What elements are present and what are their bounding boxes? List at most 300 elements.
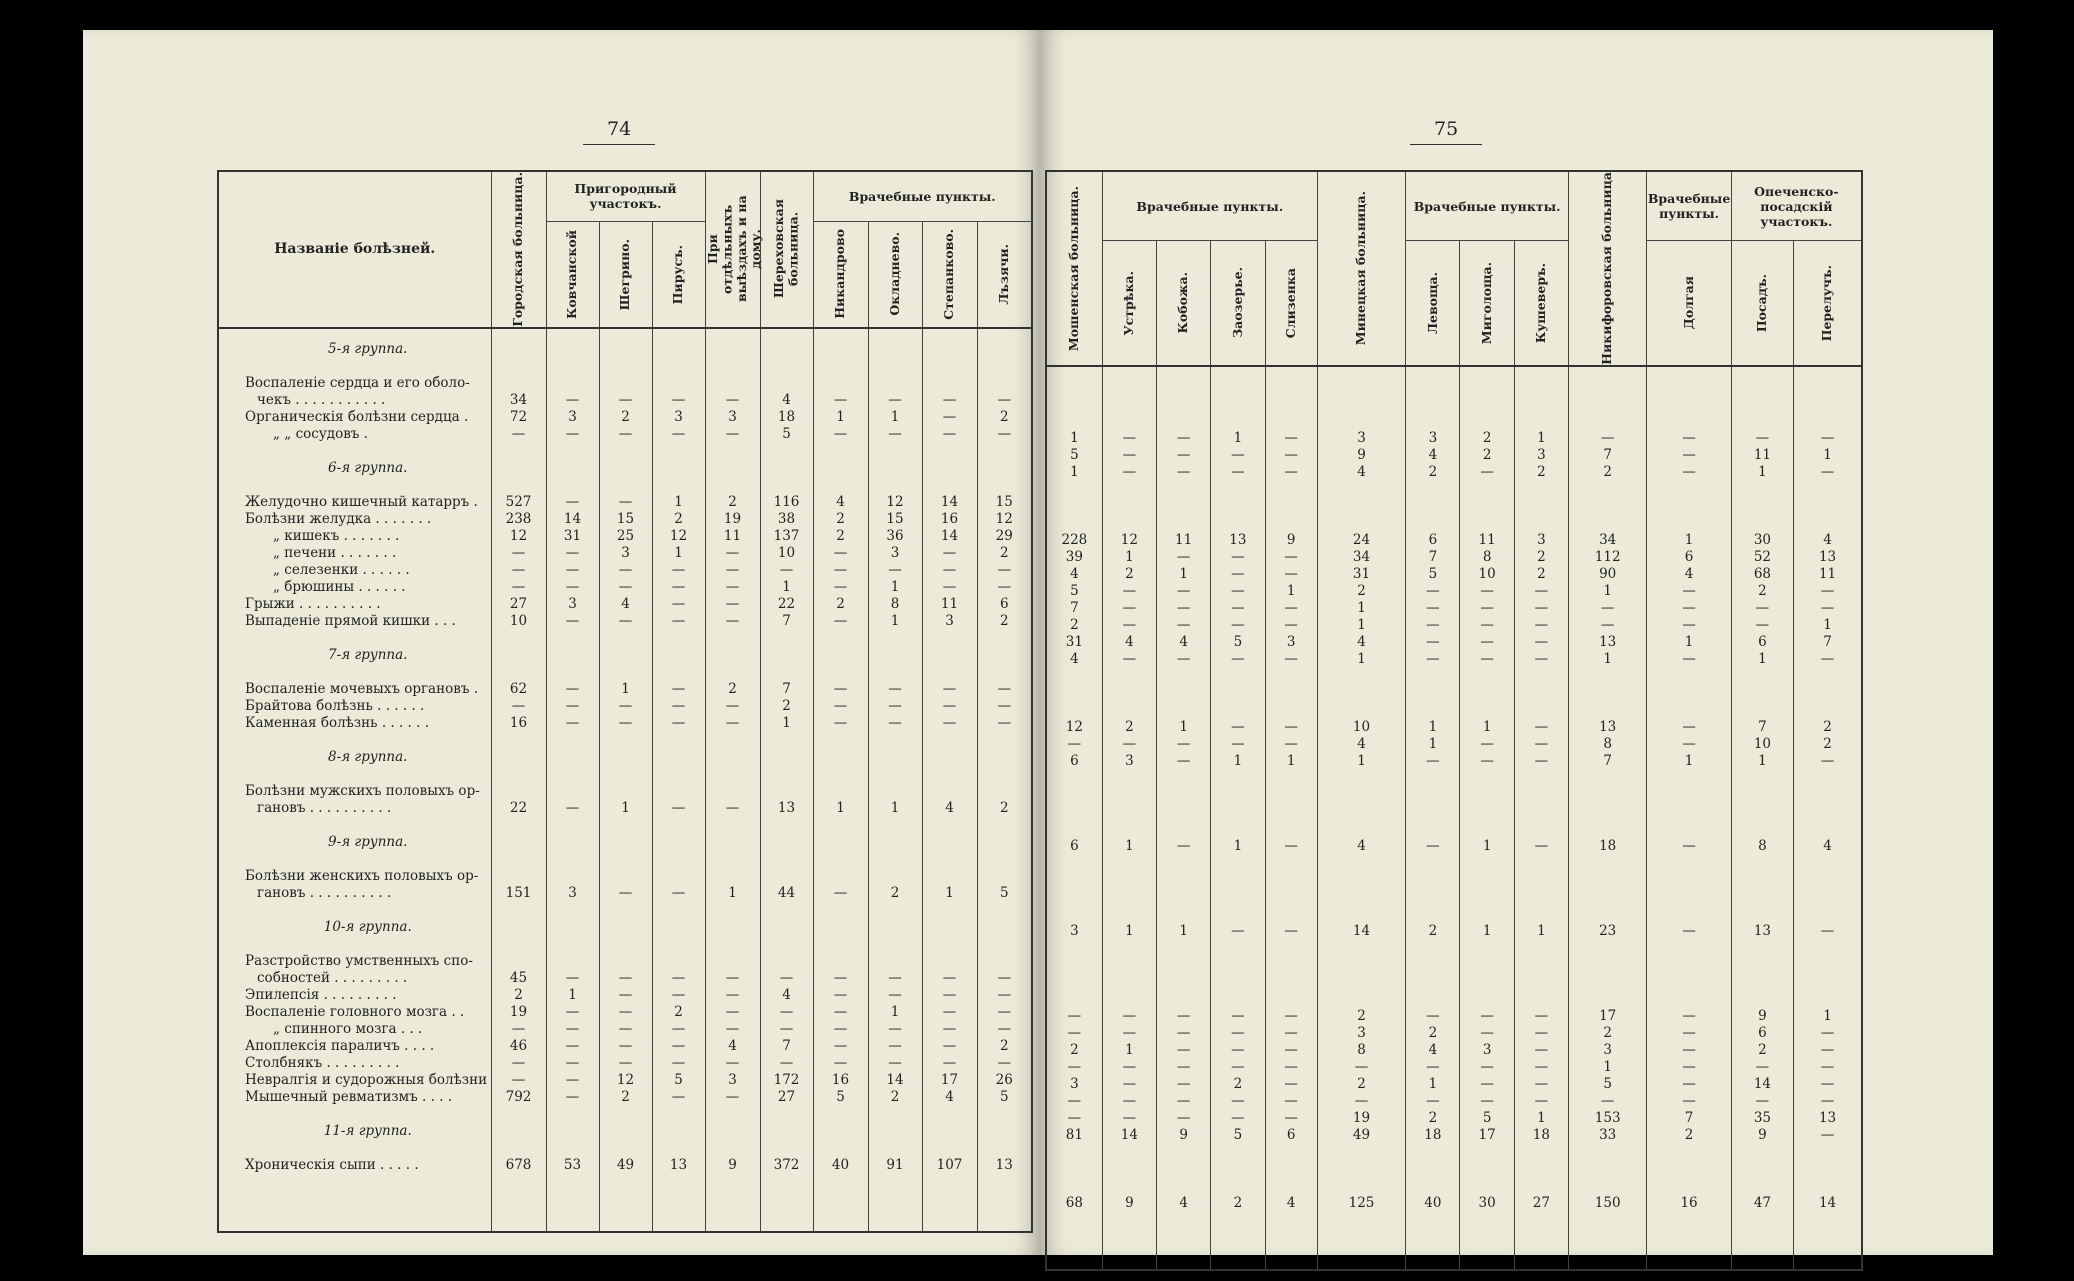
cell-value: 2 xyxy=(1537,463,1546,480)
cell-value: 1 xyxy=(836,799,845,816)
cell-value: — xyxy=(1426,752,1440,769)
cell-value xyxy=(814,460,868,477)
disease-name: Каменная болѣзнь . . . . . . xyxy=(245,714,430,731)
cell-value xyxy=(814,834,868,851)
cell-value xyxy=(978,766,1032,783)
cell-value xyxy=(923,749,977,766)
cell-value xyxy=(1047,668,1102,685)
cell-value: 35 xyxy=(1753,1109,1771,1126)
cell-value xyxy=(653,477,705,494)
cell-value xyxy=(923,460,977,477)
cell-value: 3 xyxy=(1357,429,1366,446)
cell-value: 30 xyxy=(1478,1194,1496,1211)
cell-value xyxy=(1157,872,1210,889)
cell-value xyxy=(1211,702,1264,719)
cell-value xyxy=(1047,379,1102,396)
cell-value: 24 xyxy=(1352,531,1371,548)
cell-value: 9 xyxy=(728,1156,737,1173)
cell-value xyxy=(1647,702,1730,719)
cell-value: — xyxy=(1682,1007,1696,1024)
disease-name xyxy=(245,477,491,494)
cell-value: 45 xyxy=(509,969,528,986)
cell-value: — xyxy=(618,391,633,408)
cell-value: 9 xyxy=(1357,446,1366,463)
disease-name: Болѣзни женскихъ половыхъ ор- xyxy=(245,867,479,884)
cell-value xyxy=(978,664,1032,681)
col-data-moshen xyxy=(1046,366,1102,1270)
cell-value: — xyxy=(1820,922,1835,939)
cell-value: 6 xyxy=(1070,752,1079,769)
cell-value xyxy=(1047,685,1102,702)
cell-value: — xyxy=(1426,599,1440,616)
cell-value: 4 xyxy=(1684,565,1694,582)
cell-value: — xyxy=(1231,1109,1245,1126)
cell-value xyxy=(1318,940,1405,957)
cell-value: 5 xyxy=(836,1088,845,1105)
cell-value xyxy=(814,1123,868,1140)
cell-value xyxy=(600,375,652,392)
cell-value xyxy=(923,1123,977,1140)
cell-value xyxy=(547,732,599,749)
cell-value xyxy=(923,851,977,868)
cell-value: 1 xyxy=(1603,1058,1612,1075)
cell-value xyxy=(1318,379,1405,396)
cell-value: 2 xyxy=(1823,718,1832,735)
cell-value: 14 xyxy=(940,493,959,510)
cell-value xyxy=(547,953,599,970)
cell-value: — xyxy=(888,1054,902,1071)
cell-value: 238 xyxy=(505,510,532,527)
cell-value: — xyxy=(1122,1007,1137,1024)
cell-value: — xyxy=(1284,1024,1298,1041)
cell-value: 18 xyxy=(1599,837,1617,854)
disease-name: Болѣзни желудка . . . . . . . xyxy=(245,510,432,527)
cell-value: — xyxy=(833,1020,848,1037)
cell-value xyxy=(1157,498,1210,515)
cell-value xyxy=(978,358,1032,375)
cell-value: 1 xyxy=(674,493,683,510)
disease-name: Апоплексія параличъ . . . . xyxy=(245,1037,435,1054)
cell-value: 2 xyxy=(728,493,737,510)
cell-value: — xyxy=(565,969,580,986)
cell-value xyxy=(978,834,1032,851)
cell-value xyxy=(653,443,705,460)
cell-value xyxy=(1515,804,1568,821)
cell-value: — xyxy=(1067,1092,1082,1109)
cell-value xyxy=(1569,1161,1646,1178)
cell-value xyxy=(1569,906,1646,923)
cell-value: — xyxy=(833,697,848,714)
cell-value: — xyxy=(997,714,1012,731)
cell-value: — xyxy=(725,697,740,714)
cell-value: 4 xyxy=(1428,1041,1438,1058)
cell-value: 2 xyxy=(1428,922,1438,939)
cell-value xyxy=(1460,481,1513,498)
cell-value: — xyxy=(779,1003,794,1020)
cell-value xyxy=(1318,498,1405,515)
cell-value xyxy=(1406,515,1459,532)
cell-value: — xyxy=(565,578,580,595)
cell-value: — xyxy=(942,1037,957,1054)
cell-value xyxy=(1732,906,1793,923)
cell-value: 3 xyxy=(728,408,737,425)
cell-value: — xyxy=(671,391,686,408)
cell-value xyxy=(814,1106,868,1123)
cell-value: 2 xyxy=(890,1088,900,1105)
cell-value: — xyxy=(1755,616,1770,633)
cell-value xyxy=(492,1106,546,1123)
cell-value xyxy=(1406,804,1459,821)
cell-value: 2 xyxy=(1357,582,1366,599)
cell-value: 1 xyxy=(674,544,683,561)
cell-value xyxy=(706,1140,760,1157)
cell-value: 13 xyxy=(777,799,796,816)
cell-value: 3 xyxy=(621,544,630,561)
cell-value xyxy=(653,766,705,783)
cell-value xyxy=(1647,974,1730,991)
cell-value: — xyxy=(565,697,580,714)
cell-value: — xyxy=(997,986,1012,1003)
cell-value: — xyxy=(618,884,633,901)
cell-value xyxy=(1266,1161,1317,1178)
cell-value: 7 xyxy=(1603,752,1612,769)
col-data-kobozh xyxy=(1157,366,1211,1270)
cell-value: 2 xyxy=(1823,735,1832,752)
cell-value xyxy=(978,783,1032,800)
cell-value xyxy=(1732,821,1793,838)
cell-value xyxy=(1211,515,1264,532)
cell-value xyxy=(547,664,599,681)
cell-value xyxy=(1157,413,1210,430)
cell-value: — xyxy=(1426,633,1440,650)
cell-value xyxy=(1103,1161,1156,1178)
cell-value: — xyxy=(565,1071,580,1088)
cell-value xyxy=(600,341,652,358)
cell-value: 1 xyxy=(1537,429,1546,446)
cell-value: 10 xyxy=(1478,565,1496,582)
cell-value xyxy=(1103,498,1156,515)
cell-value xyxy=(1732,1178,1793,1195)
cell-value: — xyxy=(618,697,633,714)
nikiforov-header: Никифоровская больница xyxy=(1568,171,1646,366)
cell-value xyxy=(1157,515,1210,532)
disease-name xyxy=(245,851,491,868)
cell-value: — xyxy=(565,612,580,629)
cell-value: 3 xyxy=(674,408,683,425)
cell-value: — xyxy=(942,714,957,731)
cell-value: 12 xyxy=(669,527,688,544)
cell-value xyxy=(923,477,977,494)
cell-value: — xyxy=(1480,582,1494,599)
page-number-left: 74 xyxy=(583,118,655,145)
cell-value xyxy=(547,834,599,851)
cell-value: 2 xyxy=(514,986,523,1003)
cell-value xyxy=(1318,668,1405,685)
cell-value: — xyxy=(1600,599,1615,616)
cell-value xyxy=(869,936,922,953)
cell-value: — xyxy=(1480,1024,1494,1041)
cell-value: — xyxy=(1176,1075,1191,1092)
cell-value xyxy=(1794,804,1861,821)
cell-value xyxy=(814,851,868,868)
col-migol: Миголоща. xyxy=(1460,241,1514,366)
cell-value: 14 xyxy=(1818,1194,1837,1211)
cell-value: — xyxy=(1682,1024,1696,1041)
cell-value xyxy=(1515,413,1568,430)
col-pirus: Пирусъ. xyxy=(652,221,705,328)
cell-value xyxy=(492,477,546,494)
cell-value xyxy=(547,919,599,936)
cell-value: 2 xyxy=(999,799,1009,816)
disease-name xyxy=(245,664,491,681)
disease-name: „ „ сосудовъ . xyxy=(273,425,368,442)
cell-value xyxy=(761,443,813,460)
cell-value: — xyxy=(1480,599,1494,616)
cell-value: 3 xyxy=(728,1071,737,1088)
cell-value: — xyxy=(1534,1024,1549,1041)
cell-value: — xyxy=(997,391,1012,408)
cell-value: — xyxy=(779,1020,794,1037)
cell-value xyxy=(761,732,813,749)
cell-value: 25 xyxy=(616,527,635,544)
col-data-sliz xyxy=(1265,366,1317,1270)
cell-value: — xyxy=(1682,446,1696,463)
cell-value: 2 xyxy=(1125,718,1134,735)
cell-value xyxy=(923,919,977,936)
cell-value: 12 xyxy=(886,493,904,510)
disease-name: Брайтова болѣзнь . . . . . . xyxy=(245,697,425,714)
col-data-oklad xyxy=(868,328,922,1232)
cell-value: 4 xyxy=(945,799,954,816)
cell-value xyxy=(492,868,546,885)
cell-value: 1 xyxy=(890,799,900,816)
disease-name xyxy=(245,1140,491,1157)
disease-name: Желудочно кишечный катарръ . xyxy=(245,493,478,510)
col-kovch: Ковчанской xyxy=(546,221,599,328)
cell-value: 5 xyxy=(999,884,1009,901)
cell-value: 4 xyxy=(1823,837,1832,854)
cell-value: 3 xyxy=(568,408,577,425)
cell-value xyxy=(492,851,546,868)
col-ustr: Устрѣка. xyxy=(1102,241,1156,366)
cell-value: 9 xyxy=(1125,1194,1134,1211)
cell-value xyxy=(1732,889,1793,906)
cell-value xyxy=(492,1140,546,1157)
cell-value: — xyxy=(1682,650,1696,667)
cell-value xyxy=(1103,396,1156,413)
cell-value: — xyxy=(942,561,957,578)
cell-value xyxy=(814,375,868,392)
cell-value xyxy=(1406,1178,1459,1195)
cell-value: 5 xyxy=(1428,565,1438,582)
cell-value xyxy=(1569,855,1646,872)
cell-value xyxy=(600,936,652,953)
cell-value xyxy=(1515,906,1568,923)
cell-value xyxy=(1515,821,1568,838)
cell-value xyxy=(1406,855,1459,872)
cell-value xyxy=(1211,991,1264,1008)
cell-value: 4 xyxy=(945,1088,954,1105)
cell-value: — xyxy=(833,1037,848,1054)
cell-value: — xyxy=(618,1003,633,1020)
cell-value xyxy=(1266,498,1317,515)
cell-value: — xyxy=(1820,1075,1835,1092)
cell-value: — xyxy=(725,1088,740,1105)
cell-value: — xyxy=(888,1020,902,1037)
cell-value: 4 xyxy=(782,986,791,1003)
disease-name xyxy=(245,766,491,783)
cell-value xyxy=(1515,787,1568,804)
cell-value: — xyxy=(1122,1109,1137,1126)
cell-value: — xyxy=(1231,922,1245,939)
cell-value xyxy=(1157,481,1210,498)
cell-value xyxy=(492,732,546,749)
cell-value: — xyxy=(1176,429,1191,446)
cell-value xyxy=(1569,974,1646,991)
cell-value xyxy=(923,817,977,834)
cell-value: — xyxy=(1682,599,1696,616)
cell-value: — xyxy=(725,595,740,612)
cell-value xyxy=(814,783,868,800)
cell-value: — xyxy=(1534,650,1549,667)
cell-value: — xyxy=(1122,735,1137,752)
cell-value: 16 xyxy=(509,714,528,731)
cell-value: — xyxy=(618,493,633,510)
medical-points-header-3: Врачебные пункты. xyxy=(1647,171,1731,241)
opechensk-header: Опеченско-посадскій участокъ. xyxy=(1731,171,1862,241)
cell-value xyxy=(1569,991,1646,1008)
cell-value xyxy=(1794,481,1861,498)
cell-value xyxy=(653,919,705,936)
cell-value xyxy=(1157,702,1210,719)
cell-value xyxy=(706,477,760,494)
cell-value: 13 xyxy=(1753,922,1771,939)
cell-value: — xyxy=(1480,1058,1494,1075)
cell-value xyxy=(1266,1144,1317,1161)
cell-value xyxy=(1794,872,1861,889)
cell-value xyxy=(1157,940,1210,957)
cell-value: 153 xyxy=(1594,1109,1621,1126)
cell-value xyxy=(869,834,922,851)
cell-value: 4 xyxy=(782,391,791,408)
cell-value xyxy=(1103,770,1156,787)
cell-value xyxy=(1047,498,1102,515)
cell-value: 7 xyxy=(782,1037,791,1054)
cell-value xyxy=(492,460,546,477)
cell-value xyxy=(1460,702,1513,719)
cell-value xyxy=(869,902,922,919)
cell-value: — xyxy=(511,561,526,578)
cell-value: 13 xyxy=(1818,548,1837,565)
cell-value: 150 xyxy=(1594,1194,1621,1211)
cell-value: 31 xyxy=(1352,565,1371,582)
cell-value xyxy=(1047,1178,1102,1195)
cell-value: — xyxy=(888,680,902,697)
cell-value xyxy=(600,477,652,494)
cell-value xyxy=(978,868,1032,885)
cell-value xyxy=(761,766,813,783)
cell-value xyxy=(1103,413,1156,430)
cell-value: 9 xyxy=(1758,1126,1767,1143)
cell-value: — xyxy=(1284,650,1298,667)
cell-value xyxy=(706,868,760,885)
cell-value xyxy=(1460,991,1513,1008)
cell-value: — xyxy=(511,1071,526,1088)
cell-value: 8 xyxy=(890,595,900,612)
cell-value xyxy=(1211,957,1264,974)
cell-value xyxy=(1569,1178,1646,1195)
col-data-dolg xyxy=(1647,366,1731,1270)
cell-value: 1 xyxy=(1070,463,1079,480)
cell-value xyxy=(1047,787,1102,804)
cell-value xyxy=(653,732,705,749)
cell-value: — xyxy=(671,986,686,1003)
cell-value xyxy=(1266,515,1317,532)
cell-value: — xyxy=(1176,1109,1191,1126)
disease-name xyxy=(245,936,491,953)
cell-value: — xyxy=(1820,1058,1835,1075)
cell-value xyxy=(1318,974,1405,991)
cell-value xyxy=(1794,906,1861,923)
cell-value: — xyxy=(1284,463,1298,480)
cell-value: 9 xyxy=(1758,1007,1767,1024)
cell-value: 3 xyxy=(1286,633,1296,650)
cell-value xyxy=(547,477,599,494)
cell-value: — xyxy=(1480,616,1494,633)
cell-value xyxy=(1406,1144,1459,1161)
cell-value: 6 xyxy=(999,595,1009,612)
cell-value xyxy=(1794,668,1861,685)
cell-value: 3 xyxy=(1537,531,1546,548)
cell-value xyxy=(1266,804,1317,821)
cell-value xyxy=(923,732,977,749)
disease-name: Воспаленіе сердца и его оболо- xyxy=(245,374,470,391)
cell-value xyxy=(1157,787,1210,804)
cell-value xyxy=(978,953,1032,970)
cell-value: — xyxy=(1820,1041,1835,1058)
cell-value: 1 xyxy=(1233,752,1243,769)
cell-value: 2 xyxy=(1233,1194,1243,1211)
cell-value xyxy=(1406,991,1459,1008)
cell-value: 678 xyxy=(505,1156,532,1173)
cell-value: 4 xyxy=(1357,837,1366,854)
cell-value xyxy=(1157,991,1210,1008)
cell-value: — xyxy=(1176,616,1191,633)
cell-value xyxy=(492,783,546,800)
cell-value xyxy=(1211,889,1264,906)
col-sliz: Слизенка xyxy=(1265,241,1317,366)
cell-value: — xyxy=(1480,633,1494,650)
cell-value: 8 xyxy=(1758,837,1767,854)
cell-value: 16 xyxy=(1680,1194,1698,1211)
cell-value: 18 xyxy=(1424,1126,1442,1143)
cell-value xyxy=(1515,498,1568,515)
cell-value xyxy=(492,630,546,647)
cell-value: 1 xyxy=(1179,718,1188,735)
cell-value xyxy=(1406,974,1459,991)
cell-value xyxy=(1515,1144,1568,1161)
cell-value xyxy=(978,460,1032,477)
cell-value xyxy=(653,647,705,664)
cell-value xyxy=(814,358,868,375)
cell-value: 17 xyxy=(1599,1007,1617,1024)
cell-value: — xyxy=(833,1003,848,1020)
cell-value xyxy=(1406,668,1459,685)
cell-value: 2 xyxy=(999,612,1009,629)
cell-value xyxy=(978,443,1032,460)
cell-value: 6 xyxy=(1428,531,1438,548)
cell-value xyxy=(1211,481,1264,498)
